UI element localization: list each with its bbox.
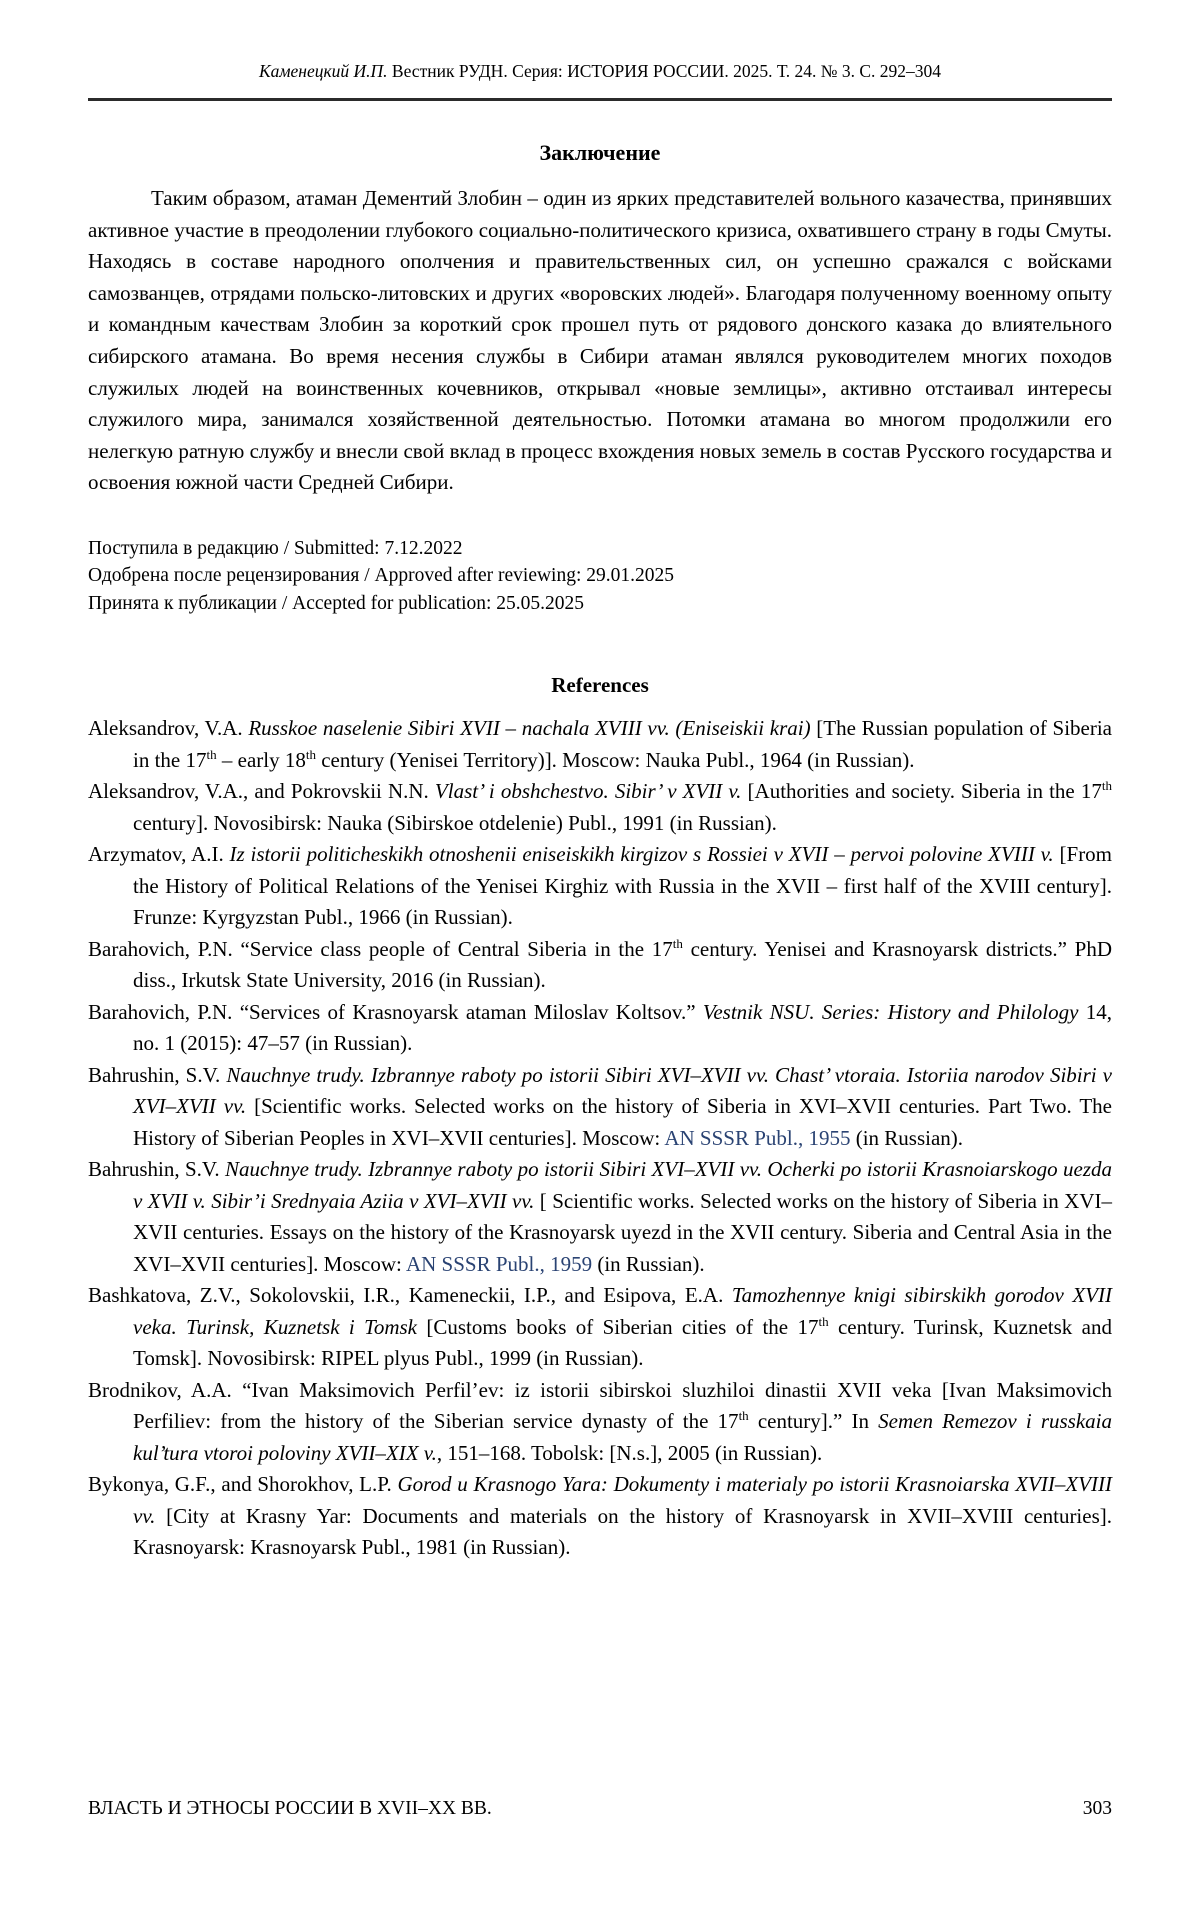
- reference-entry: [88, 1280, 1112, 1375]
- reference-text: Gorod u Krasnogo Yara: Dokumenty i materialy po istorii Krasnoiarska XVII–XVIII vv.: [133, 1472, 1112, 1528]
- conclusion-paragraph: Таким образом, атаман Дементий Злобин – один из ярких представителей вольного казачества, принявших активное участие в преодолении глубокого социально-политического кризиса, охватившего страну в годы Смуты. Находясь в составе народного ополчения и правительственных сил, он успешно сражался с войсками самозванцев, отрядами польско-литовских и других «воровских людей». Благодаря полученному военному опыту и командным качествам Злобин за короткий срок прошел путь от рядового донского казака до влиятельного сибирского атамана. Во время несения службы в Сибири атаман являлся руководителем многих походов служилых людей на воинственных кочевников, открывал «новые землицы», активно отстаивал интересы служилого мира, занимался хозяйственной деятельностью. Потомки атамана во многом продолжили его нелегкую ратную службу и внесли свой вклад в процесс вхождения новых земель в состав Русского государства и освоения южной части Средней Сибири.: [88, 186, 1112, 495]
- reference-link[interactable]: AN SSSR Publ., 1955: [664, 1125, 851, 1150]
- reference-text: Arzymatov, A.I.: [88, 842, 230, 867]
- running-header: [88, 60, 1112, 82]
- reference-text: century]. Novosibirsk: Nauka (Sibirskoe otdelenie) Publ., 1991 (in Russian).: [133, 810, 777, 835]
- reference-entry: [88, 934, 1112, 997]
- footer-section-title: ВЛАСТЬ И ЭТНОСЫ РОССИИ В XVII–XX ВВ.: [88, 1798, 492, 1819]
- reference-text: [City at Krasny Yar: Documents and materials on the history of Krasnoyarsk in XVII–XVIII centuries]. Krasnoyarsk: Krasnoyarsk Publ., 1981 (in Russian).: [133, 1503, 1113, 1560]
- submission-dates: [88, 535, 1112, 618]
- reference-entry: [88, 1375, 1112, 1470]
- running-header-author: Каменецкий И.П.: [258, 61, 388, 81]
- reference-text: Aleksandrov, V.A., and Pokrovskii N.N.: [88, 779, 435, 804]
- reference-entry: [88, 1060, 1112, 1155]
- reference-text: [From the History of Political Relations of the Yenisei Kirghiz with Russia in the XVII – first half of the XVIII century]. Frunze: Kyrgyzstan Publ., 1966 (in Russian).: [133, 842, 1113, 930]
- superscript-ordinal: th: [738, 1408, 749, 1424]
- conclusion-heading: Заключение: [539, 140, 661, 165]
- reference-text: century (Yenisei Territory)]. Moscow: Nauka Publ., 1964 (in Russian).: [315, 747, 915, 772]
- reference-text: [Authorities and society. Siberia in the 17: [747, 779, 1102, 804]
- superscript-ordinal: th: [1101, 778, 1112, 794]
- reference-entry: [88, 1154, 1112, 1280]
- reference-text: Barahovich, P.N. “Services of Krasnoyarsk ataman Miloslav Koltsov.”: [88, 999, 703, 1024]
- reference-text: century. Turinsk, Kuznetsk and Tomsk]. Novosibirsk: RIPEL plyus Publ., 1999 (in Russian).: [133, 1314, 1112, 1371]
- header-rule: [88, 98, 1112, 101]
- reference-text: 14, no. 1 (2015): 47–57 (in Russian).: [133, 999, 1112, 1056]
- reference-text: [Scientific works. Selected works on the history of Siberia in XVI–XVII centuries. Part Two. The History of Siberian Peoples in XVI–XVII centuries]. Moscow:: [133, 1094, 1112, 1150]
- references-heading: References: [551, 673, 649, 698]
- superscript-ordinal: th: [206, 746, 217, 762]
- reference-text: Bahrushin, S.V.: [88, 1157, 225, 1182]
- reference-entry: [88, 839, 1112, 934]
- reference-entry: [88, 1469, 1112, 1564]
- reference-text: Tamozhennye knigi sibirskikh gorodov XVII veka. Turinsk, Kuznetsk i Tomsk: [133, 1283, 1112, 1339]
- reference-text: (in Russian).: [850, 1125, 964, 1150]
- page-footer: [88, 1798, 1112, 1820]
- reference-text: Vlast’ i obshchestvo. Sibir’ v XVII v.: [434, 779, 748, 804]
- reference-text: , 151–168. Tobolsk: [N.s.], 2005 (in Russian).: [436, 1440, 823, 1465]
- superscript-ordinal: th: [818, 1313, 829, 1329]
- accepted-date-line: Принята к публикации / Accepted for publication: 25.05.2025: [88, 592, 585, 614]
- reference-entry: [88, 713, 1112, 776]
- reference-text: Bykonya, G.F., and Shorokhov, L.P.: [88, 1472, 398, 1497]
- reference-text: – early 18: [216, 747, 306, 772]
- reference-text: Nauchnye trudy. Izbrannye raboty po istorii Sibiri XVI–XVII vv. Ocherki po istorii Krasnoiarskogo uezda v XVII v. Sibir’i Srednyaia Aziia v XVI–XVII vv.: [133, 1157, 1113, 1213]
- reference-text: Nauchnye trudy. Izbrannye raboty po istorii Sibiri XVI–XVII vv. Chast’ vtoraia. Istoriia narodov Sibiri v XVI–XVII vv.: [133, 1062, 1112, 1119]
- reference-text: [ Scientific works. Selected works on the history of Siberia in XVI–XVII centuries. Essays on the history of the Krasnoyarsk uyezd in the XVII century. Siberia and Central Asia in the XVI–XVII centuries]. Moscow:: [133, 1188, 1112, 1276]
- page-number: 303: [1082, 1798, 1112, 1819]
- reference-link[interactable]: AN SSSR Publ., 1959: [405, 1251, 593, 1276]
- reference-text: Aleksandrov, V.A.: [88, 716, 249, 741]
- reference-text: Bashkatova, Z.V., Sokolovskii, I.R., Kameneckii, I.P., and Esipova, E.A.: [88, 1283, 732, 1308]
- references-list: [88, 713, 1112, 1564]
- reference-entry: [88, 997, 1112, 1060]
- approved-date-line: Одобрена после рецензирования / Approved after reviewing: 29.01.2025: [88, 565, 675, 587]
- reference-text: Russkoe naselenie Sibiri XVII – nachala XVIII vv. (Eniseiskii krai): [248, 716, 817, 741]
- reference-text: Barahovich, P.N. “Service class people of Central Siberia in the 17: [88, 936, 673, 961]
- reference-text: Brodnikov, A.A. “Ivan Maksimovich Perfil’ev: iz istorii sibirskoi sluzhiloi dinastii XVII veka [Ivan Maksimovich Perfiliev: from the history of the Siberian service dynasty of the 17: [88, 1377, 1112, 1434]
- running-header-journal: Вестник РУДН. Серия: ИСТОРИЯ РОССИИ. 2025. Т. 24. № 3. С. 292–304: [387, 61, 942, 81]
- reference-text: century].” In: [748, 1409, 879, 1434]
- reference-entry: [88, 776, 1112, 839]
- reference-text: Bahrushin, S.V.: [88, 1062, 227, 1087]
- reference-text: century. Yenisei and Krasnoyarsk districts.” PhD diss., Irkutsk State University, 2016 (in Russian).: [133, 936, 1112, 993]
- reference-text: Vestnik NSU. Series: History and Philology: [702, 999, 1086, 1024]
- superscript-ordinal: th: [305, 746, 316, 762]
- reference-text: [Customs books of Siberian cities of the 17: [426, 1314, 819, 1339]
- reference-text: (in Russian).: [592, 1251, 705, 1276]
- reference-text: [The Russian population of Siberia in the 17: [133, 716, 1112, 772]
- reference-text: Semen Remezov i russkaia kul’tura vtoroi poloviny XVII–XIX v.: [133, 1409, 1112, 1465]
- reference-text: Iz istorii politicheskikh otnoshenii eniseiskikh kirgizov s Rossiei v XVII – pervoi polovine XVIII v.: [229, 842, 1060, 867]
- superscript-ordinal: th: [672, 935, 683, 951]
- submitted-date-line: Поступила в редакцию / Submitted: 7.12.2022: [88, 537, 463, 559]
